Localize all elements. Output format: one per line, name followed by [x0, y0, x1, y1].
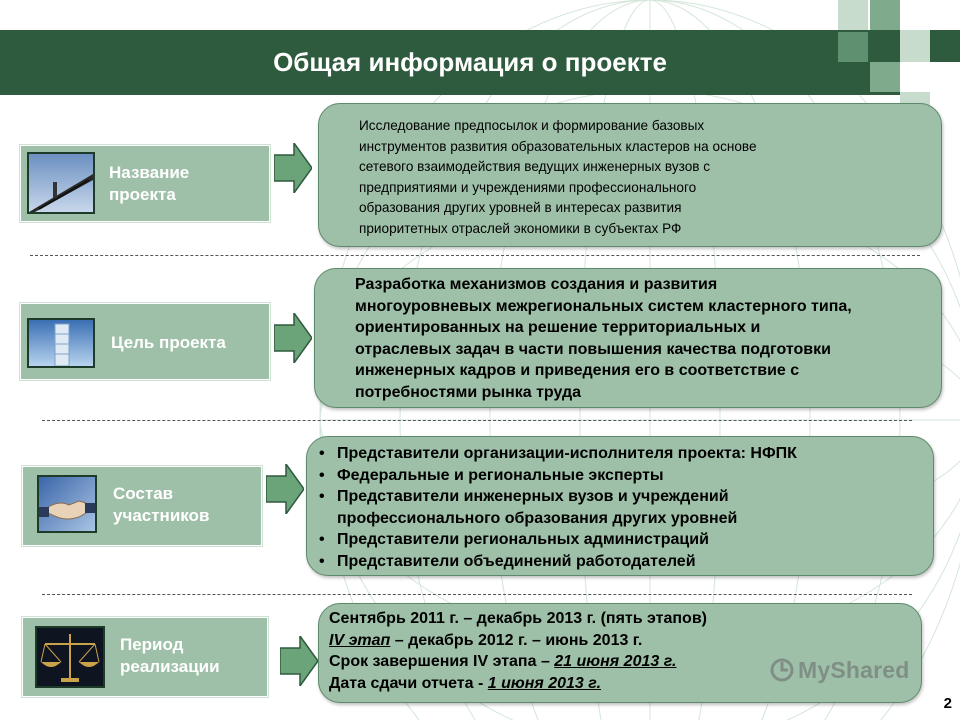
arrow-right-icon — [274, 143, 312, 193]
list-item: • Представители организации-исполнителя проекта: НФПК — [311, 443, 925, 465]
engineering-structure-icon — [27, 152, 95, 214]
period-label-line2: реализации — [120, 657, 220, 676]
scales-icon — [35, 626, 105, 688]
watermark-logo-icon — [770, 658, 794, 682]
participants-label-box — [22, 466, 262, 546]
title-decor-square — [870, 0, 900, 30]
report-date: 1 июня 2013 г. — [487, 674, 602, 692]
project-name-label-line2: проекта — [109, 185, 176, 204]
row-divider — [30, 255, 920, 256]
list-item: • Представители региональных администраций — [311, 529, 925, 551]
project-goal-line: потребностями рынка труда — [355, 383, 582, 401]
participants-list — [311, 443, 925, 572]
period-label-line1: Период — [120, 635, 184, 654]
project-goal-line: Разработка механизмов создания и развития — [355, 276, 718, 293]
glass-tower-icon — [27, 318, 95, 368]
project-name-line: приоритетных отраслей экономики в субъектах РФ — [359, 220, 682, 236]
participants-panel — [306, 436, 934, 576]
participants-label-line2: участников — [113, 506, 210, 525]
arrow-right-icon — [274, 313, 312, 363]
period-label-box — [22, 617, 268, 697]
completion-label: Срок завершения IV этапа – — [329, 653, 555, 670]
row-divider — [42, 594, 912, 595]
project-name-line: инструментов развития образовательных кластеров на основе — [359, 138, 757, 154]
period-line — [329, 630, 913, 652]
list-item: • Представители инженерных вузов и учреждений — [311, 486, 925, 508]
project-goal-line: многоуровневых межрегиональных систем кластерного типа, — [355, 297, 852, 315]
arrow-right-icon — [266, 464, 304, 514]
project-goal-label: Цель проекта — [111, 333, 226, 352]
project-goal-line: инженерных кадров и приведения его в соответствие с — [355, 362, 800, 379]
project-goal-label-box — [20, 303, 270, 380]
row-divider — [42, 420, 912, 421]
project-name-label-line1: Название — [109, 163, 190, 182]
title-decor-square — [838, 0, 868, 30]
period-panel — [318, 603, 922, 703]
watermark — [770, 657, 910, 684]
project-name-label-box — [20, 145, 270, 222]
stage-label: IV этап — [329, 631, 391, 649]
page-number: 2 — [943, 695, 952, 712]
project-name-panel — [318, 103, 942, 247]
list-item: • Представители объединений работодателей — [311, 551, 925, 573]
participants-label-line1: Состав — [113, 484, 174, 503]
watermark-text: MyShared — [798, 657, 910, 683]
list-item: • Федеральные и региональные эксперты — [311, 465, 925, 487]
project-name-line: образования других уровней в интересах развития — [359, 200, 682, 215]
stage-dates: – декабрь 2012 г. – июнь 2013 г. — [390, 631, 643, 649]
project-goal-panel — [314, 268, 942, 408]
project-name-line: предприятиями и учреждениями профессионального — [359, 179, 697, 195]
handshake-icon — [37, 475, 97, 533]
list-item-continuation: профессионального образования других уровней — [337, 509, 738, 527]
period-line: Сентябрь 2011 г. – декабрь 2013 г. (пять этапов) — [329, 610, 707, 627]
completion-date: 21 июня 2013 г. — [554, 653, 677, 670]
arrow-right-icon — [280, 636, 318, 686]
project-name-line: Исследование предпосылок и формирование базовых — [359, 118, 705, 133]
project-goal-line: отраслевых задач в части повышения качества подготовки — [355, 340, 831, 358]
page-title: Общая информация о проекте — [273, 47, 667, 77]
project-name-line: сетевого взаимодействия ведущих инженерных вузов с — [359, 159, 711, 174]
project-goal-line: ориентированных на решение территориальных и — [355, 319, 761, 336]
report-label: Дата сдачи отчета - — [329, 674, 488, 692]
